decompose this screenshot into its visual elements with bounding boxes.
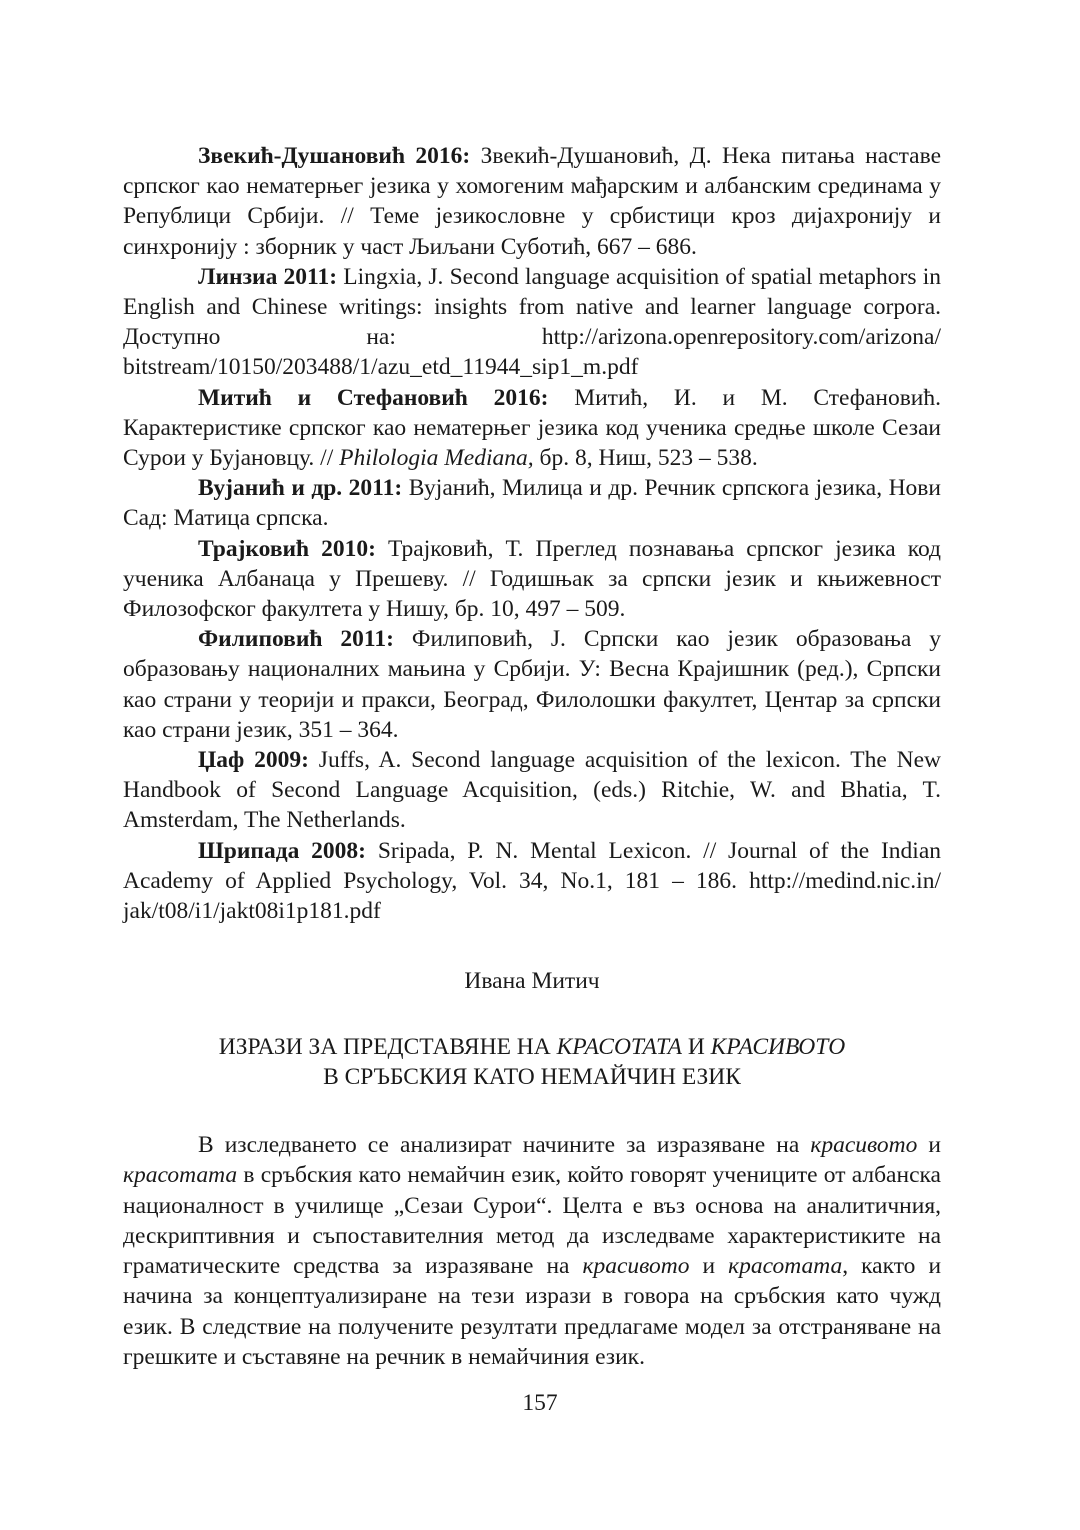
reference-text: Lingxia, J. Second language acquisition of spatial metaphors in English and Chinese writings: insights from native and learner language corpora. Доступно на: http://arizona.openrepository.com/arizona/ bitstream/10150/203488/1/azu_etd_11944_sip1_m.pdf: [123, 263, 941, 381]
reference-text: Вујанић, Милица и др. Речник српскога језика, Нови Сад: Матица српска.: [123, 475, 941, 532]
journal-title: Philologia Mediana,: [339, 445, 534, 472]
reference-label: Џаф 2009:: [198, 747, 309, 774]
reference-text: бр. 8, Ниш, 523 – 538.: [533, 445, 758, 472]
reference-text: Звекић-Душановић, Д. Нека питања наставе српског као нематерњег језика у хомогеним мађарским и албанским срединама у Републици Србији. // Теме језикословне у србистици кроз дијахронију и синхронију : зборник у част Љиљани Суботић, 667 – 686.: [123, 143, 941, 260]
reference-entry: [123, 262, 941, 383]
reference-text: Митић, И. и М. Стефановић. Карактеристике српског као нематерњег језика код ученика средње школе Сезаи Сурои у Бујановцу. //: [123, 384, 941, 472]
reference-text: Sripada, P. N. Mental Lexicon. // Journal of the Indian Academy of Applied Psychology, Vol. 34, No.1, 181 – 186. http://medind.nic.in/ jak/t08/i1/jakt08i1p181.pdf: [123, 837, 942, 925]
reference-label: Линзиа 2011:: [198, 263, 338, 290]
page-content: [123, 141, 941, 1372]
reference-entry: [123, 141, 941, 262]
reference-entry: [123, 745, 941, 836]
reference-entry: [123, 624, 941, 745]
abstract-paragraph: В изследването се анализират начините за изразяване на красивото и красотата в сръбския като немайчин език, който говорят учениците от албанска националност в училище „Сезаи Сурои“. Целта е въз основа на аналитичния, дескриптивния и съпоставителния метод да изследваме характеристиките на граматическите средства за изразяване на красивото и красотата, както и начина за концептуализиране на тези изрази в говора на сръбския като чужд език. В следствие на получените резултати предлагаме модел за отстраняване на грешките и съставяне на речник в немайчиния език.: [123, 1132, 942, 1370]
reference-label: Трајковић 2010:: [198, 535, 376, 562]
reference-label: Митић и Стефановић 2016:: [198, 384, 549, 411]
abstract: [123, 1130, 941, 1372]
article-title-line-1: ИЗРАЗИ ЗА ПРЕДСТАВЯНЕ НА КРАСОТАТА И КРАСИВОТО: [218, 1034, 846, 1061]
reference-label: Вујанић и др. 2011:: [198, 475, 403, 502]
article-title: [123, 1032, 941, 1092]
reference-text: Филиповић, Ј. Српски као језик образовања у образовању националних мањина у Србији. У: Весна Крајишник (ред.), Српски као страни у теорији и пракси, Београд, Филолошки факултет, Центар за српски као страни језик, 351 – 364.: [123, 626, 942, 743]
article-title-line-2: В СРЪБСКИЯ КАТО НЕМАЙЧИН ЕЗИК: [323, 1064, 741, 1091]
reference-label: Звекић-Душановић 2016:: [198, 143, 471, 169]
reference-entry: [123, 836, 941, 927]
reference-label: Шрипада 2008:: [198, 837, 366, 864]
reference-entry: [123, 383, 941, 474]
article-author: Ивана Митич: [464, 968, 600, 995]
reference-entry: [123, 473, 941, 533]
reference-label: Филиповић 2011:: [198, 626, 394, 653]
references-list: [123, 141, 941, 926]
reference-text: Juffs, A. Second language acquisition of the lexicon. The New Handbook of Second Language Acquisition, (eds.) Ritchie, W. and Bhatia, T. Amsterdam, The Netherlands.: [123, 747, 941, 834]
reference-entry: [123, 534, 941, 625]
reference-text: Трајковић, Т. Преглед познавања српског језика код ученика Албанаца у Прешеву. // Годишњак за српски језик и књижевност Филозофског факултета у Нишу, бр. 10, 497 – 509.: [123, 535, 941, 623]
page-number: 157: [522, 1390, 558, 1416]
